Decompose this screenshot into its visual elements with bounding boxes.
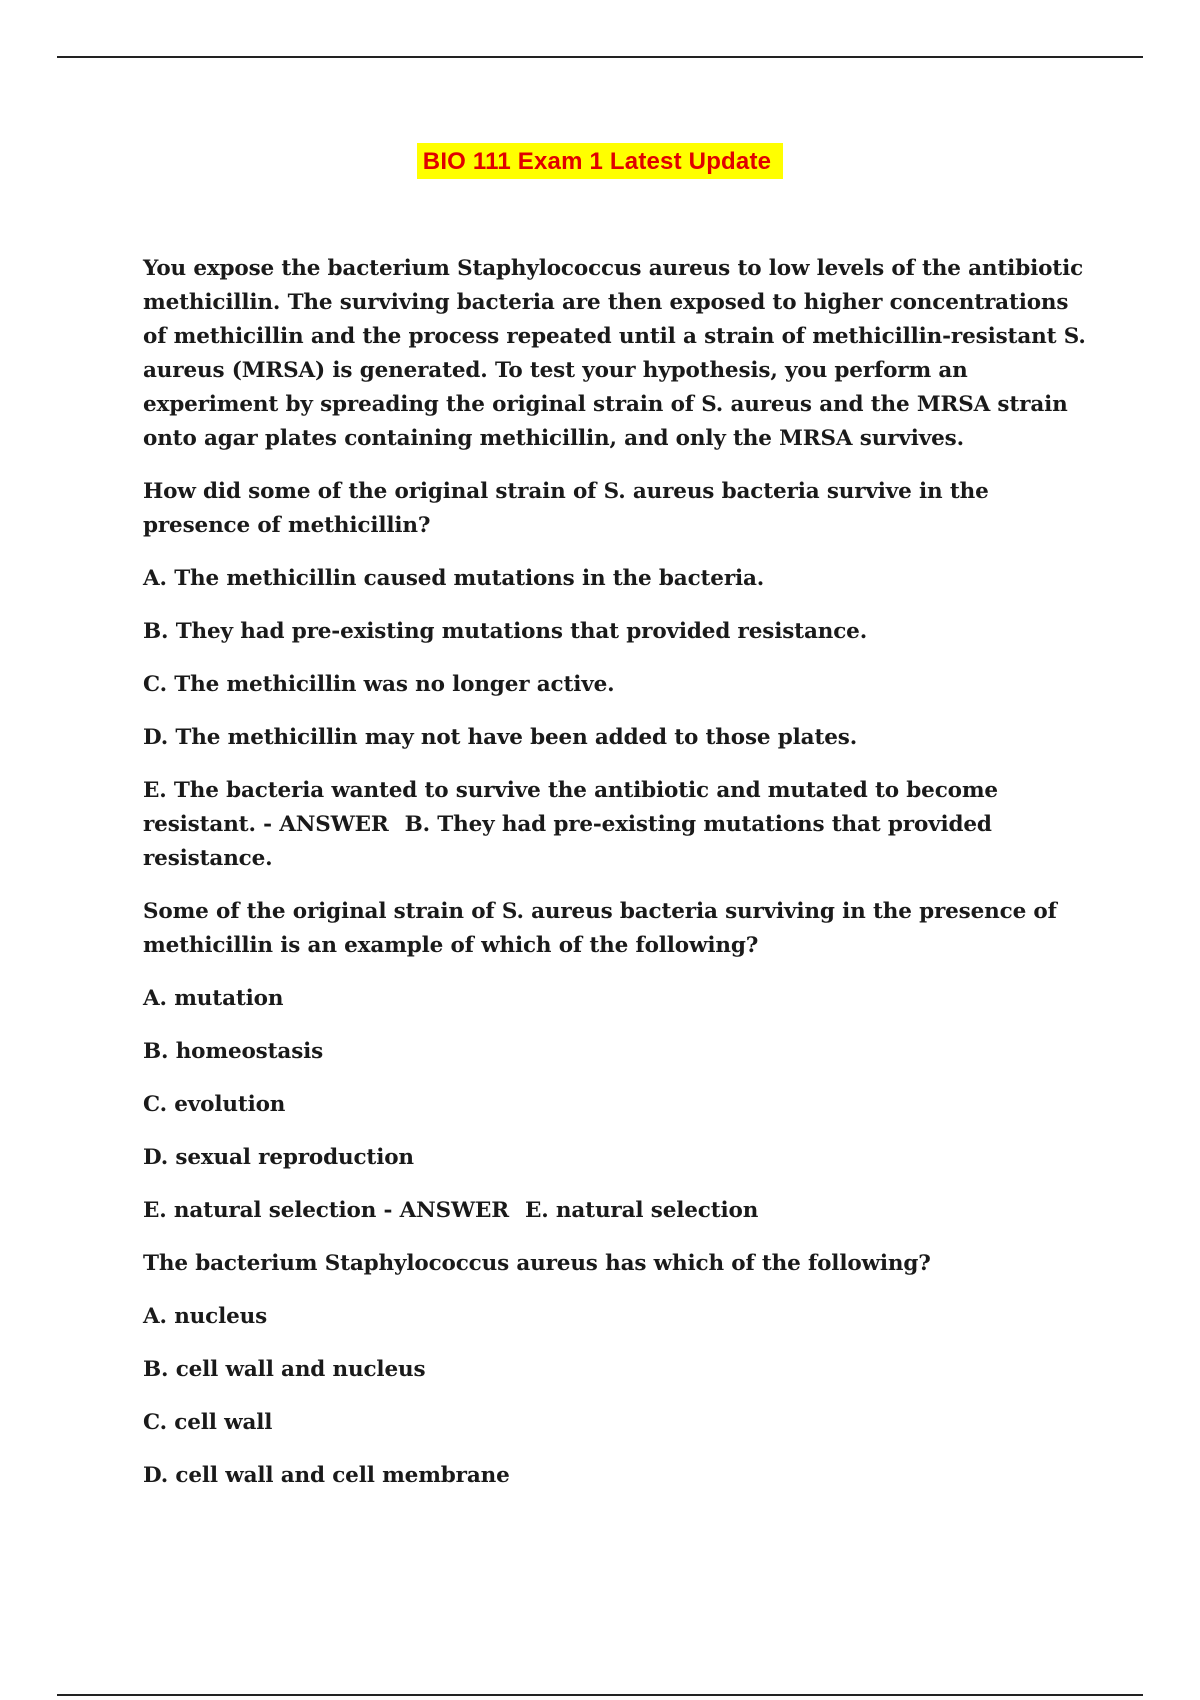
- question-2-text: Some of the original strain of S. aureus bacteria surviving in the presence of methicillin is an example of which of the following?: [143, 899, 1057, 958]
- bottom-rule: [57, 1694, 1143, 1696]
- question-3-option-a: A. nucleus: [143, 1304, 268, 1329]
- question-1-option-e-text: E. The bacteria wanted to survive the antibiotic and mutated to become resistant. - ANSWER: [143, 778, 998, 837]
- question-2-answer: E. natural selection: [525, 1198, 759, 1223]
- question-2-option-d: D. sexual reproduction: [143, 1145, 414, 1170]
- question-2-option-b: B. homeostasis: [143, 1039, 324, 1064]
- question-1-answer: B. They had pre-existing mutations that provided resistance.: [143, 812, 992, 871]
- question-2-option-e: [143, 1194, 1098, 1228]
- question-2-option-e-text: E. natural selection - ANSWER: [143, 1198, 509, 1223]
- question-3-option-b: B. cell wall and nucleus: [143, 1357, 426, 1382]
- question-1-option-d: D. The methicillin may not have been added to those plates.: [143, 725, 858, 750]
- question-1-option-a: A. The methicillin caused mutations in the bacteria.: [143, 566, 765, 591]
- question-1-intro: You expose the bacterium Staphylococcus aureus to low levels of the antibiotic methicillin. The surviving bacteria are then exposed to higher concentrations of methicillin and the process repeated until a strain of methicillin-resistant S. aureus (MRSA) is generated. To test your hypothesis, you perform an experiment by spreading the original strain of S. aureus and the MRSA strain onto agar plates containing methicillin, and only the MRSA survives.: [143, 256, 1086, 451]
- document-title: BIO 111 Exam 1 Latest Update: [417, 143, 783, 179]
- question-3-text: The bacterium Staphylococcus aureus has which of the following?: [143, 1251, 931, 1276]
- question-2-option-a: A. mutation: [143, 986, 284, 1011]
- question-1-option-b: B. They had pre-existing mutations that provided resistance.: [143, 619, 868, 644]
- question-3-option-c: C. cell wall: [143, 1410, 273, 1435]
- question-1-option-c: C. The methicillin was no longer active.: [143, 672, 615, 697]
- question-1-text: How did some of the original strain of S. aureus bacteria survive in the presence of methicillin?: [143, 479, 989, 538]
- title-container: [0, 143, 1200, 179]
- question-1-option-e: [143, 774, 1098, 876]
- document-body: [143, 252, 1098, 1512]
- top-rule: [57, 56, 1143, 58]
- question-3-option-d: D. cell wall and cell membrane: [143, 1463, 510, 1488]
- question-2-option-c: C. evolution: [143, 1092, 286, 1117]
